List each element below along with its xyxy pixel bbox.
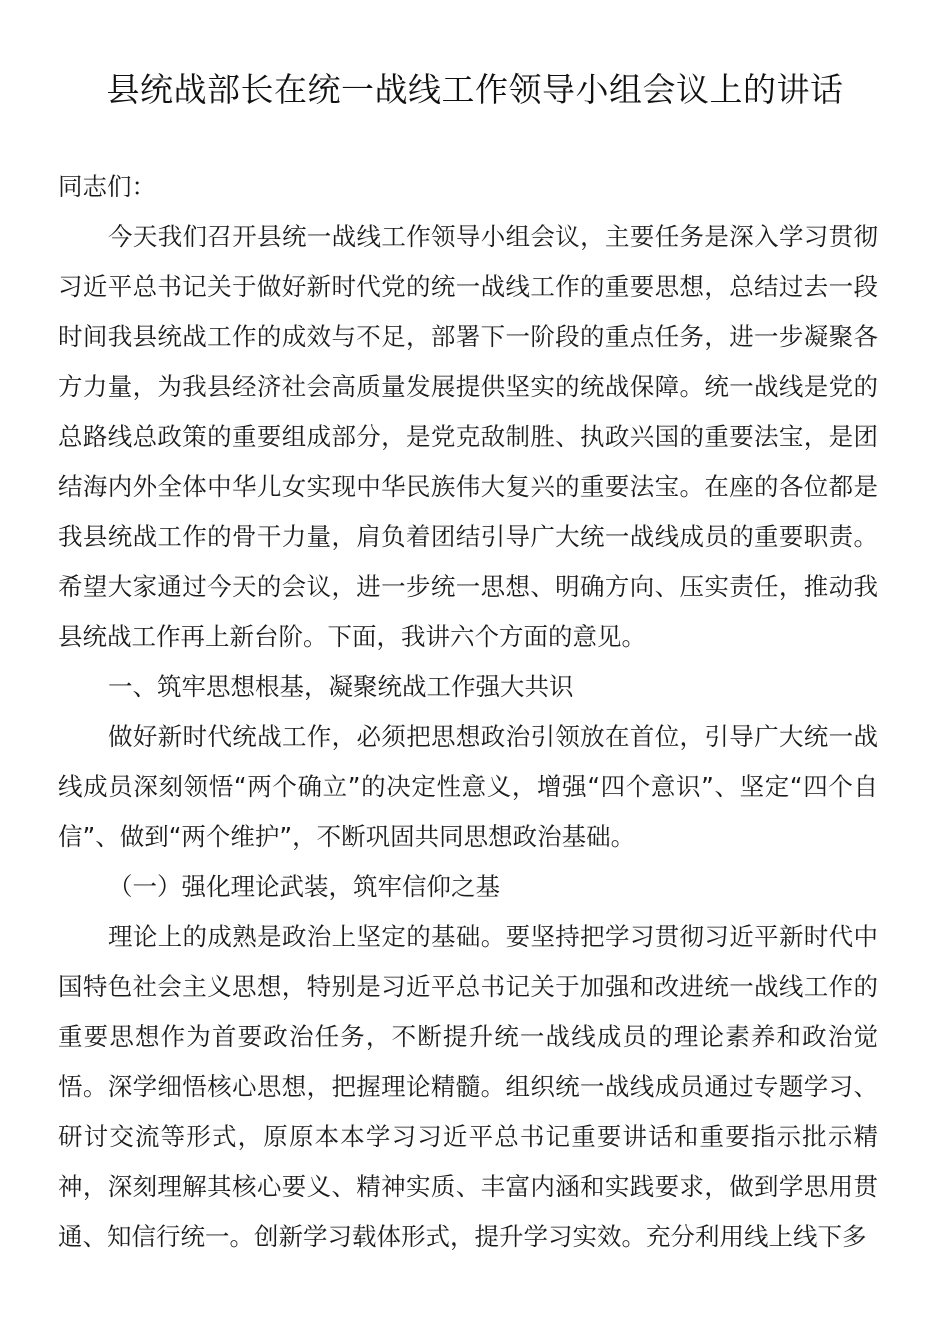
- paragraph-intro: 今天我们召开县统一战线工作领导小组会议，主要任务是深入学习贯彻习近平总书记关于做好新时代党的统一战线工作的重要思想，总结过去一段时间我县统战工作的成效与不足，部署下一阶段的重点任务，进一步凝聚各方力量，为我县经济社会高质量发展提供坚实的统战保障。统一战线是党的总路线总政策的重要组成部分，是党克敌制胜、执政兴国的重要法宝，是团结海内外全体中华儿女实现中华民族伟大复兴的重要法宝。在座的各位都是我县统战工作的骨干力量，肩负着团结引导广大统一战线成员的重要职责。希望大家通过今天的会议，进一步统一思想、明确方向、压实责任，推动我县统战工作再上新台阶。下面，我讲六个方面的意见。: [58, 222, 878, 651]
- greeting: 同志们：: [58, 172, 156, 201]
- document-title: 县统战部长在统一战线工作领导小组会议上的讲话: [106, 70, 844, 109]
- document-body: [58, 162, 878, 1262]
- paragraph-section-1: 做好新时代统战工作，必须把思想政治引领放在首位，引导广大统一战线成员深刻领悟“两个确立”的决定性意义，增强“四个意识”、坚定“四个自信”、做到“两个维护”，不断巩固共同思想政治基础。: [58, 722, 878, 851]
- subsection-heading-1: （一）强化理论武装，筑牢信仰之基: [108, 872, 500, 901]
- paragraph-subsection-1: 理论上的成熟是政治上坚定的基础。要坚持把学习贯彻习近平新时代中国特色社会主义思想，特别是习近平总书记关于加强和改进统一战线工作的重要思想作为首要政治任务，不断提升统一战线成员的理论素养和政治觉悟。深学细悟核心思想，把握理论精髓。组织统一战线成员通过专题学习、研讨交流等形式，原原本本学习习近平总书记重要讲话和重要指示批示精神，深刻理解其核心要义、精神实质、丰富内涵和实践要求，做到学思用贯通、知信行统一。创新学习载体形式，提升学习实效。充分利用线上线下多: [58, 922, 878, 1251]
- section-heading-1: 一、筑牢思想根基，凝聚统战工作强大共识: [108, 672, 574, 701]
